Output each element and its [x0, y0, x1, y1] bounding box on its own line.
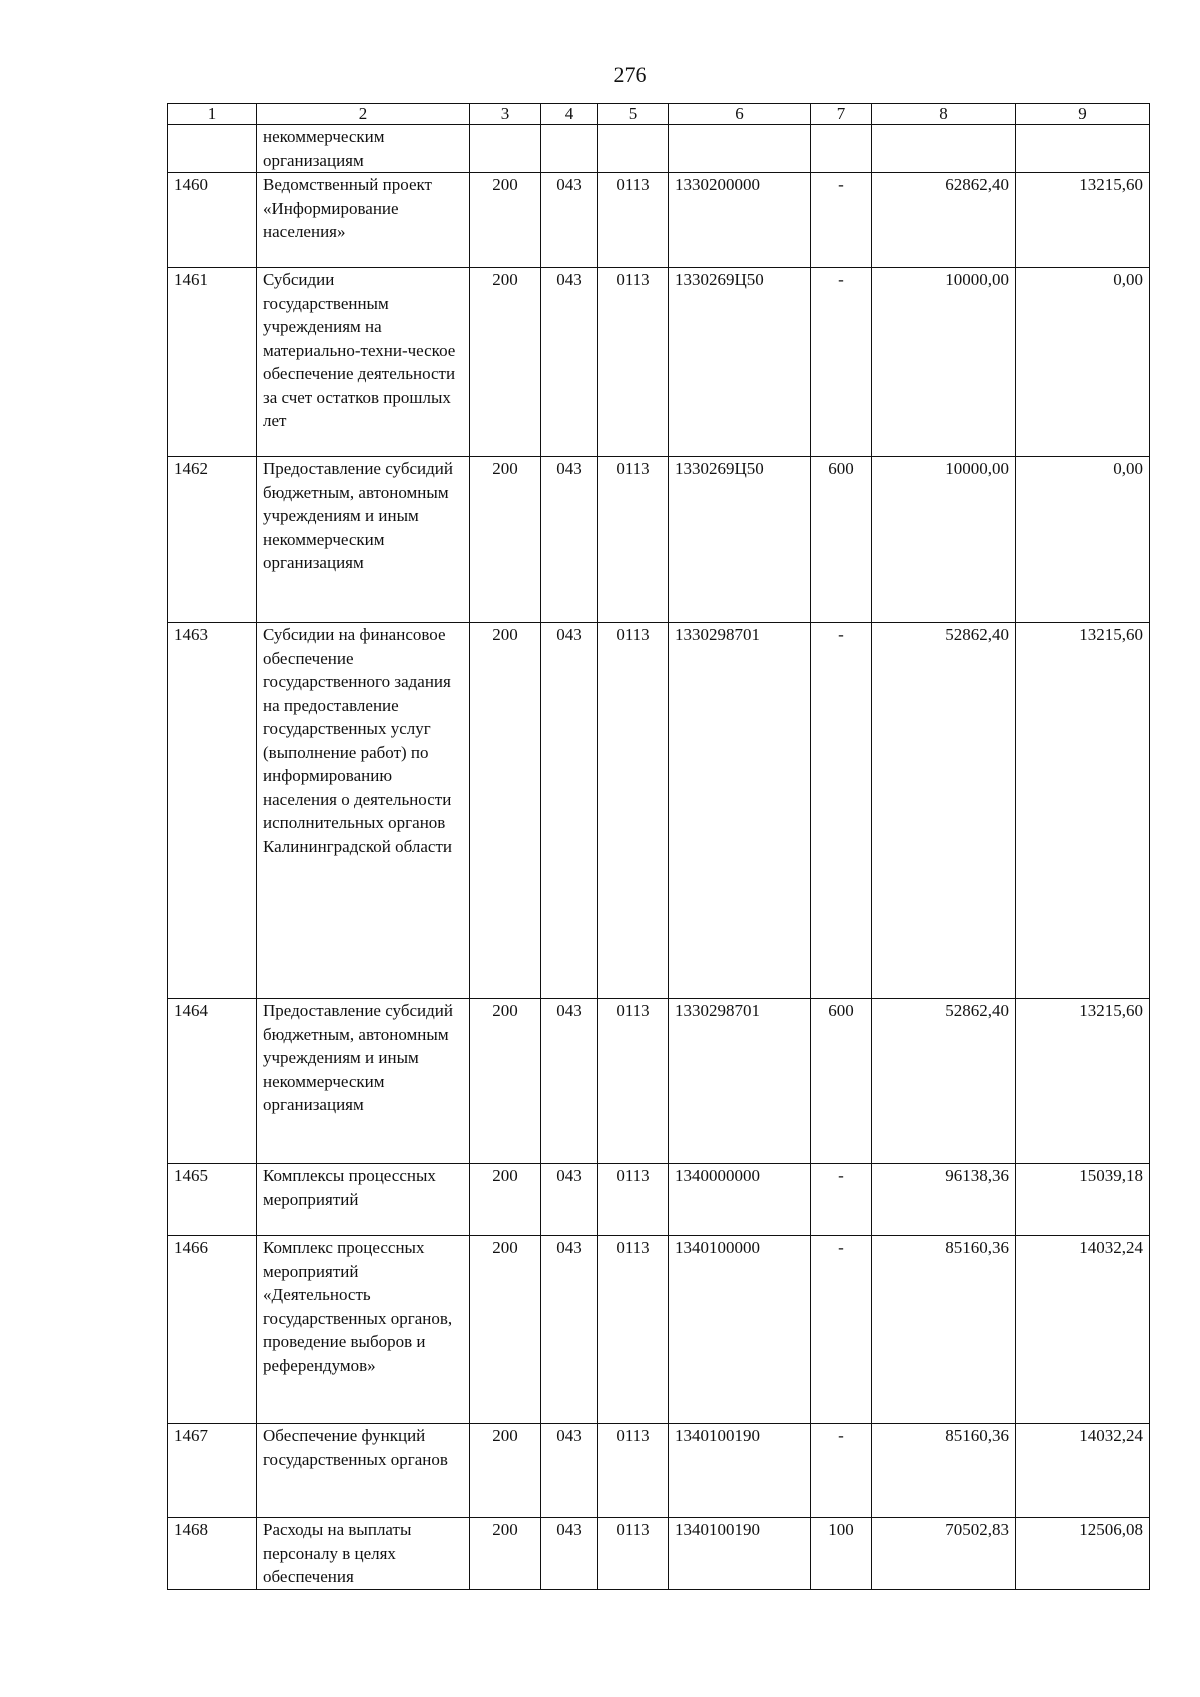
row-description: Расходы на выплаты персоналу в целях обеспечения	[257, 1518, 470, 1590]
row-number	[168, 125, 257, 173]
row-col-4: 043	[541, 999, 598, 1164]
row-col-7: 600	[811, 457, 872, 623]
row-col-5: 0113	[598, 1236, 669, 1424]
row-number: 1463	[168, 623, 257, 999]
row-number: 1467	[168, 1424, 257, 1518]
row-col-7: -	[811, 1164, 872, 1236]
row-col-3: 200	[470, 1164, 541, 1236]
row-col-6: 1340100190	[669, 1424, 811, 1518]
row-col-8: 10000,00	[872, 268, 1016, 457]
row-col-4: 043	[541, 1164, 598, 1236]
row-col-3: 200	[470, 999, 541, 1164]
row-number: 1468	[168, 1518, 257, 1590]
row-col-7: 600	[811, 999, 872, 1164]
budget-table	[167, 103, 1150, 1590]
row-col-4: 043	[541, 1518, 598, 1590]
row-col-7: -	[811, 173, 872, 268]
row-description: Комплексы процессных мероприятий	[257, 1164, 470, 1236]
row-col-4	[541, 125, 598, 173]
row-col-8	[872, 125, 1016, 173]
row-col-3: 200	[470, 1424, 541, 1518]
row-col-4: 043	[541, 173, 598, 268]
row-col-5: 0113	[598, 1424, 669, 1518]
row-description: Предоставление субсидий бюджетным, автономным учреждениям и иным некоммерческим организациям	[257, 457, 470, 623]
row-col-6: 1330269Ц50	[669, 268, 811, 457]
row-col-9: 12506,08	[1016, 1518, 1150, 1590]
row-col-9	[1016, 125, 1150, 173]
row-col-9: 0,00	[1016, 268, 1150, 457]
row-description: Субсидии государственным учреждениям на материально-техни-ческое обеспечение деятельности за счет остатков прошлых лет	[257, 268, 470, 457]
row-col-3: 200	[470, 623, 541, 999]
row-number: 1462	[168, 457, 257, 623]
row-col-5: 0113	[598, 623, 669, 999]
row-col-3: 200	[470, 1518, 541, 1590]
row-col-4: 043	[541, 623, 598, 999]
row-col-3	[470, 125, 541, 173]
row-col-8: 70502,83	[872, 1518, 1016, 1590]
header-col-6: 6	[669, 104, 811, 125]
row-description: Обеспечение функций государственных органов	[257, 1424, 470, 1518]
row-col-4: 043	[541, 268, 598, 457]
row-col-5: 0113	[598, 1164, 669, 1236]
row-number: 1466	[168, 1236, 257, 1424]
row-col-3: 200	[470, 173, 541, 268]
row-description: некоммерческим организациям	[257, 125, 470, 173]
row-col-6: 1330298701	[669, 623, 811, 999]
header-col-7: 7	[811, 104, 872, 125]
row-col-7: -	[811, 623, 872, 999]
row-col-7: -	[811, 1236, 872, 1424]
table-row	[168, 268, 1150, 457]
row-col-8: 62862,40	[872, 173, 1016, 268]
row-description: Субсидии на финансовое обеспечение государственного задания на предоставление государственных услуг (выполнение работ) по информированию населения о деятельности исполнительных органов Калининградской области	[257, 623, 470, 999]
table-row	[168, 1164, 1150, 1236]
page-number: 276	[613, 62, 647, 87]
row-number: 1464	[168, 999, 257, 1164]
row-col-9: 13215,60	[1016, 999, 1150, 1164]
row-col-5: 0113	[598, 457, 669, 623]
row-number: 1461	[168, 268, 257, 457]
row-col-3: 200	[470, 268, 541, 457]
header-col-5: 5	[598, 104, 669, 125]
header-col-3: 3	[470, 104, 541, 125]
row-col-6: 1340100190	[669, 1518, 811, 1590]
row-description: Комплекс процессных мероприятий «Деятельность государственных органов, проведение выборов и референдумов»	[257, 1236, 470, 1424]
header-col-2: 2	[257, 104, 470, 125]
row-col-9: 14032,24	[1016, 1236, 1150, 1424]
row-col-3: 200	[470, 1236, 541, 1424]
row-col-5: 0113	[598, 173, 669, 268]
row-col-9: 0,00	[1016, 457, 1150, 623]
row-description: Предоставление субсидий бюджетным, автономным учреждениям и иным некоммерческим организациям	[257, 999, 470, 1164]
table-row	[168, 457, 1150, 623]
row-col-8: 52862,40	[872, 999, 1016, 1164]
row-col-6: 1340100000	[669, 1236, 811, 1424]
table-row	[168, 1424, 1150, 1518]
row-col-5: 0113	[598, 999, 669, 1164]
row-col-8: 85160,36	[872, 1236, 1016, 1424]
row-col-6	[669, 125, 811, 173]
row-col-6: 1330200000	[669, 173, 811, 268]
row-col-5	[598, 125, 669, 173]
header-col-4: 4	[541, 104, 598, 125]
table-row	[168, 1518, 1150, 1590]
row-col-9: 13215,60	[1016, 623, 1150, 999]
row-col-3: 200	[470, 457, 541, 623]
row-col-9: 15039,18	[1016, 1164, 1150, 1236]
row-col-7: -	[811, 1424, 872, 1518]
row-col-7: -	[811, 268, 872, 457]
row-col-6: 1330269Ц50	[669, 457, 811, 623]
row-number: 1465	[168, 1164, 257, 1236]
row-col-7: 100	[811, 1518, 872, 1590]
row-col-7	[811, 125, 872, 173]
row-number: 1460	[168, 173, 257, 268]
row-col-6: 1330298701	[669, 999, 811, 1164]
header-col-1: 1	[168, 104, 257, 125]
row-col-4: 043	[541, 1424, 598, 1518]
row-col-8: 52862,40	[872, 623, 1016, 999]
table-row	[168, 173, 1150, 268]
row-col-5: 0113	[598, 268, 669, 457]
row-col-6: 1340000000	[669, 1164, 811, 1236]
row-col-8: 85160,36	[872, 1424, 1016, 1518]
row-description: Ведомственный проект «Информирование населения»	[257, 173, 470, 268]
row-col-8: 96138,36	[872, 1164, 1016, 1236]
row-col-9: 13215,60	[1016, 173, 1150, 268]
row-col-4: 043	[541, 1236, 598, 1424]
table-row	[168, 1236, 1150, 1424]
row-col-8: 10000,00	[872, 457, 1016, 623]
table-row	[168, 125, 1150, 173]
row-col-5: 0113	[598, 1518, 669, 1590]
header-col-8: 8	[872, 104, 1016, 125]
row-col-9: 14032,24	[1016, 1424, 1150, 1518]
row-col-4: 043	[541, 457, 598, 623]
header-row	[168, 104, 1150, 125]
table-row	[168, 999, 1150, 1164]
table-row	[168, 623, 1150, 999]
header-col-9: 9	[1016, 104, 1150, 125]
